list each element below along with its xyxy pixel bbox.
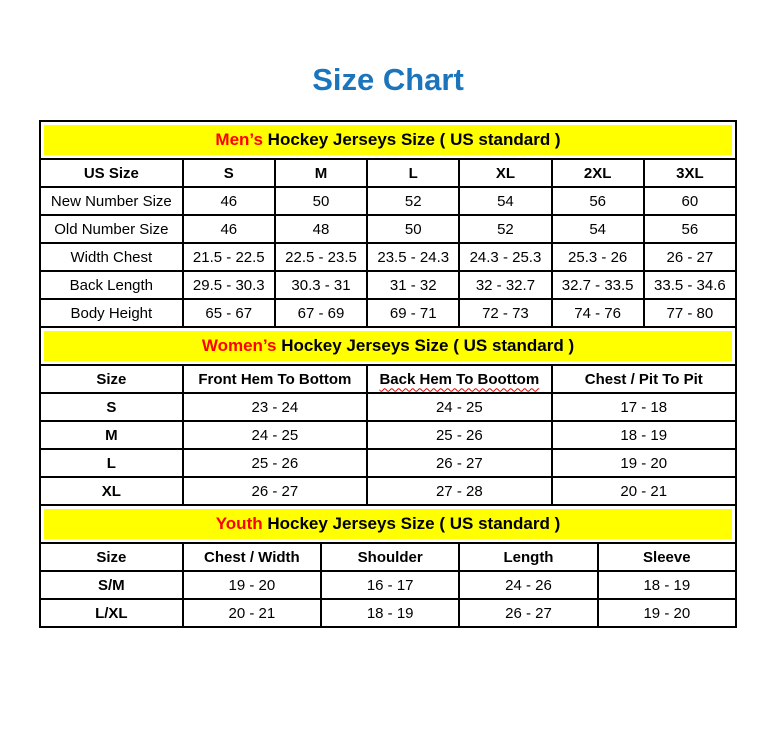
table-cell: 23 - 24 [183, 393, 367, 421]
youth-section-header [40, 505, 736, 543]
table-cell: 46 [183, 187, 275, 215]
table-cell: 30.3 - 31 [275, 271, 367, 299]
table-cell: 18 - 19 [598, 571, 736, 599]
table-cell: 25 - 26 [183, 449, 367, 477]
section-band-row [40, 327, 736, 365]
column-header: Length [459, 543, 597, 571]
table-cell: 16 - 17 [321, 571, 459, 599]
table-cell: 17 - 18 [552, 393, 736, 421]
table-row [40, 299, 736, 327]
womens-section-header [40, 327, 736, 365]
youth-section-heading [44, 509, 732, 539]
column-header: L [367, 159, 459, 187]
table-cell: 20 - 21 [552, 477, 736, 505]
column-header: Shoulder [321, 543, 459, 571]
table-cell: 19 - 20 [598, 599, 736, 627]
table-cell: 72 - 73 [459, 299, 551, 327]
table-row [40, 243, 736, 271]
table-cell: 32 - 32.7 [459, 271, 551, 299]
table-cell: 50 [367, 215, 459, 243]
row-label: Body Height [40, 299, 183, 327]
page-title: Size Chart [312, 62, 464, 97]
row-label: XL [40, 477, 183, 505]
column-header: XL [459, 159, 551, 187]
section-band-row [40, 505, 736, 543]
table-cell: 26 - 27 [183, 477, 367, 505]
section-heading-accent: Men’s [215, 130, 263, 149]
column-header: M [275, 159, 367, 187]
table-cell: 26 - 27 [459, 599, 597, 627]
table-cell: 67 - 69 [275, 299, 367, 327]
womens-size-table [39, 326, 737, 506]
table-cell: 65 - 67 [183, 299, 275, 327]
table-cell: 74 - 76 [552, 299, 644, 327]
column-header: 2XL [552, 159, 644, 187]
table-cell: 19 - 20 [552, 449, 736, 477]
table-row [40, 571, 736, 599]
table-cell: 46 [183, 215, 275, 243]
table-cell: 31 - 32 [367, 271, 459, 299]
column-header: 3XL [644, 159, 736, 187]
section-heading-rest: Hockey Jerseys Size ( US standard ) [262, 514, 561, 533]
column-header: Size [40, 365, 183, 393]
column-header-row [40, 543, 736, 571]
section-heading-accent: Youth [215, 514, 263, 533]
row-label: Back Length [40, 271, 183, 299]
table-cell: 29.5 - 30.3 [183, 271, 275, 299]
table-cell: 77 - 80 [644, 299, 736, 327]
table-cell: 20 - 21 [183, 599, 321, 627]
table-cell: 23.5 - 24.3 [367, 243, 459, 271]
table-cell: 48 [275, 215, 367, 243]
table-cell: 27 - 28 [367, 477, 551, 505]
row-label: M [40, 421, 183, 449]
section-heading-rest: Hockey Jerseys Size ( US standard ) [276, 336, 575, 355]
table-row [40, 599, 736, 627]
table-cell: 56 [552, 187, 644, 215]
mens-section-heading [44, 125, 732, 155]
column-header: Sleeve [598, 543, 736, 571]
mens-size-table [39, 120, 737, 328]
row-label: New Number Size [40, 187, 183, 215]
table-cell: 25 - 26 [367, 421, 551, 449]
table-cell: 60 [644, 187, 736, 215]
table-cell: 18 - 19 [552, 421, 736, 449]
column-header-row [40, 365, 736, 393]
column-header: Front Hem To Bottom [183, 365, 367, 393]
table-cell: 26 - 27 [644, 243, 736, 271]
youth-size-table [39, 504, 737, 628]
column-header [367, 365, 551, 393]
row-label: Old Number Size [40, 215, 183, 243]
table-row [40, 271, 736, 299]
section-heading-accent: Women’s [201, 336, 277, 355]
row-label: L/XL [40, 599, 183, 627]
section-band-row [40, 121, 736, 159]
table-cell: 19 - 20 [183, 571, 321, 599]
table-cell: 24.3 - 25.3 [459, 243, 551, 271]
column-header-row [40, 159, 736, 187]
size-chart [39, 120, 737, 628]
table-row [40, 187, 736, 215]
misspelled-word: Back Hem To Boottom [379, 370, 540, 388]
table-cell: 50 [275, 187, 367, 215]
table-row [40, 421, 736, 449]
table-cell: 25.3 - 26 [552, 243, 644, 271]
column-header: Chest / Pit To Pit [552, 365, 736, 393]
table-row [40, 449, 736, 477]
table-cell: 21.5 - 22.5 [183, 243, 275, 271]
table-row [40, 393, 736, 421]
mens-section-header [40, 121, 736, 159]
row-label: S/M [40, 571, 183, 599]
table-cell: 54 [459, 187, 551, 215]
table-cell: 52 [367, 187, 459, 215]
table-cell: 69 - 71 [367, 299, 459, 327]
table-cell: 56 [644, 215, 736, 243]
womens-section-heading [44, 331, 732, 361]
table-cell: 18 - 19 [321, 599, 459, 627]
table-cell: 24 - 26 [459, 571, 597, 599]
column-header: Chest / Width [183, 543, 321, 571]
row-label: Width Chest [40, 243, 183, 271]
column-header: US Size [40, 159, 183, 187]
table-cell: 32.7 - 33.5 [552, 271, 644, 299]
table-cell: 24 - 25 [367, 393, 551, 421]
table-cell: 54 [552, 215, 644, 243]
column-header: Size [40, 543, 183, 571]
row-label: L [40, 449, 183, 477]
table-cell: 22.5 - 23.5 [275, 243, 367, 271]
table-cell: 26 - 27 [367, 449, 551, 477]
table-row [40, 477, 736, 505]
row-label: S [40, 393, 183, 421]
section-heading-rest: Hockey Jerseys Size ( US standard ) [262, 130, 561, 149]
table-cell: 33.5 - 34.6 [644, 271, 736, 299]
table-row [40, 215, 736, 243]
table-cell: 24 - 25 [183, 421, 367, 449]
table-cell: 52 [459, 215, 551, 243]
column-header: S [183, 159, 275, 187]
